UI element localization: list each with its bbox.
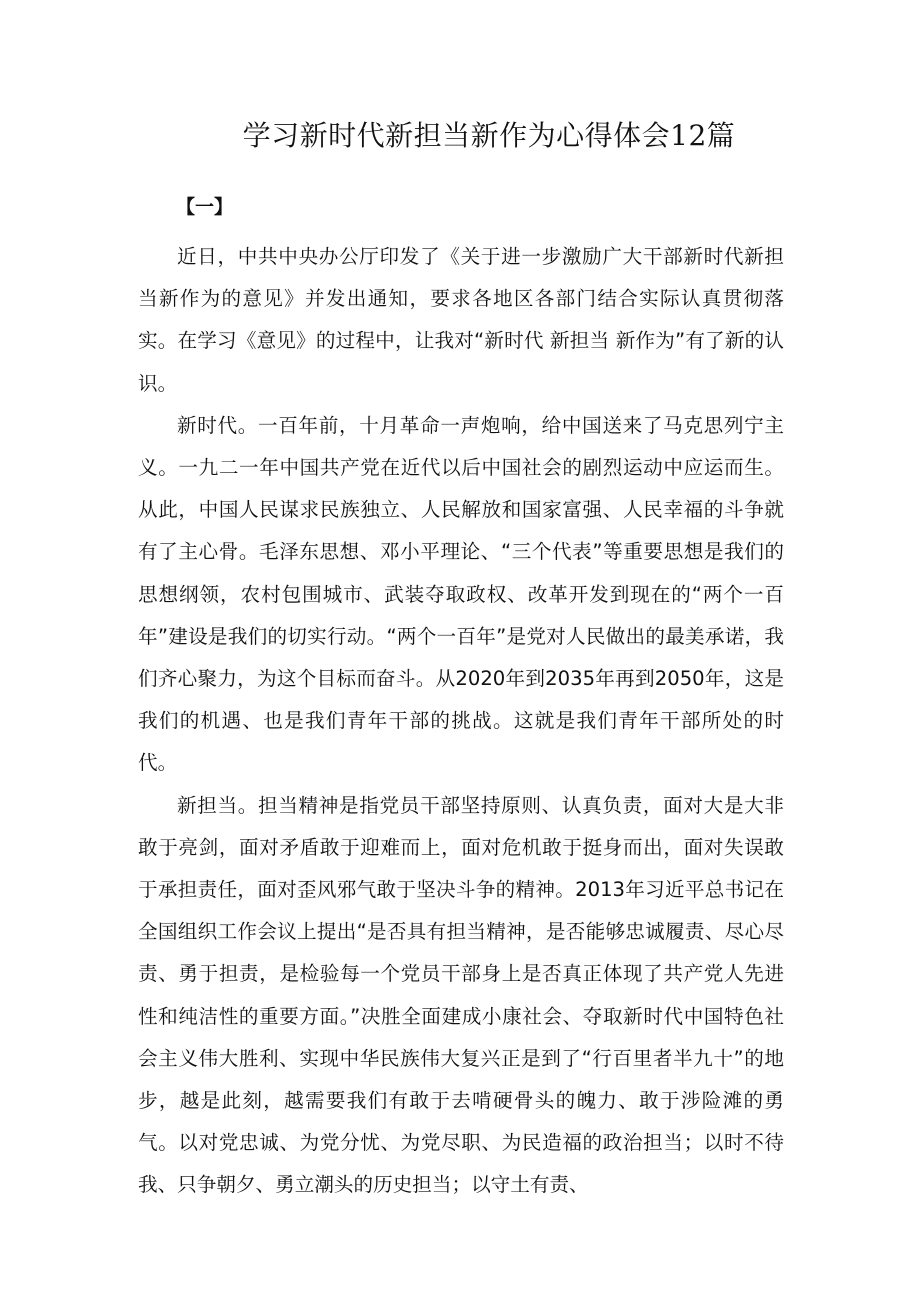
document-title: 学习新时代新担当新作为心得体会12篇 <box>242 119 736 152</box>
document-body <box>138 236 784 1207</box>
paragraph-intro: 近日，中共中央办公厅印发了《关于进一步激励广大干部新时代新担当新作为的意见》并发出通知，要求各地区各部门结合实际认真贯彻落实。在学习《意见》的过程中，让我对“新时代 新担当 新作为”有了新的认识。 <box>138 245 784 395</box>
paragraph-new-responsibility: 新担当。担当精神是指党员干部坚持原则、认真负责，面对大是大非敢于亮剑，面对矛盾敢于迎难而上，面对危机敢于挺身而出，面对失误敢于承担责任，面对歪风邪气敢于坚决斗争的精神。2013年习近平总书记在全国组织工作会议上提出“是否具有担当精神，是否能够忠诚履责、尽心尽责、勇于担责，是检验每一个党员干部身上是否真正体现了共产党人先进性和纯洁性的重要方面。”决胜全面建成小康社会、夺取新时代中国特色社会主义伟大胜利、实现中华民族伟大复兴正是到了“行百里者半九十”的地步，越是此刻，越需要我们有敢于去啃硬骨头的魄力、敢于涉险滩的勇气。以对党忠诚、为党分忧、为党尽职、为民造福的政治担当；以时不待我、只争朝夕、勇立潮头的历史担当；以守土有责、 <box>138 793 784 1197</box>
paragraph-new-era: 新时代。一百年前，十月革命一声炮响，给中国送来了马克思列宁主义。一九二一年中国共产党在近代以后中国社会的剧烈运动中应运而生。从此，中国人民谋求民族独立、人民解放和国家富强、人民幸福的斗争就有了主心骨。毛泽东思想、邓小平理论、“三个代表”等重要思想是我们的思想纲领，农村包围城市、武装夺取政权、改革开发到现在的“两个一百年”建设是我们的切实行动。“两个一百年”是党对人民做出的最美承诺，我们齐心聚力，为这个目标而奋斗。从2020年到2035年再到2050年，这是我们的机遇、也是我们青年干部的挑战。这就是我们青年干部所处的时代。 <box>138 413 784 775</box>
section-heading: 【一】 <box>176 196 234 218</box>
